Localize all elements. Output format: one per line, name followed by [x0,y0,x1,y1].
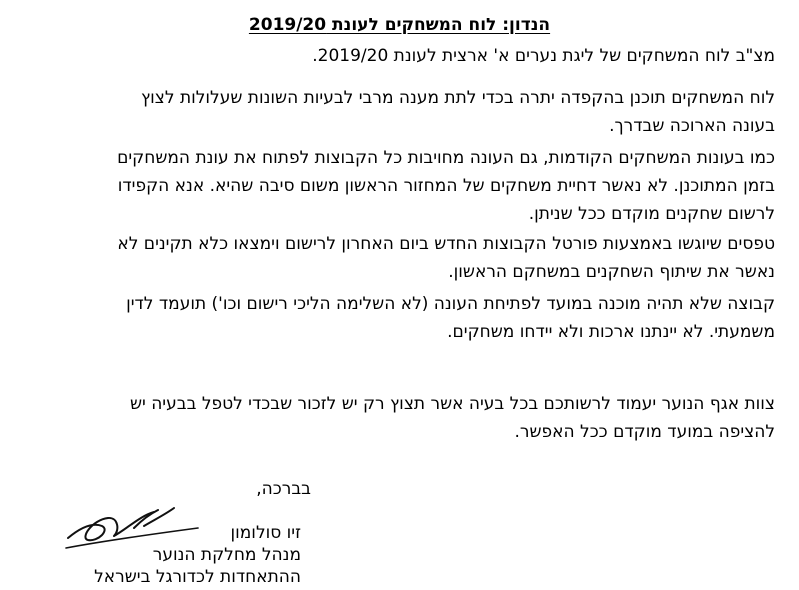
paragraph-line: משמעתי. לא יינתנו ארכות ולא יידחו משחקים. [447,322,775,342]
closing-greeting: בברכה, [256,479,311,499]
paragraph-line: להציפה במועד מוקדם ככל האפשר. [514,422,775,442]
signer-organization: ההתאחדות לכדורגל בישראל [94,567,301,587]
paragraph-discipline [35,290,775,346]
paragraph-line: צוות אגף הנוער יעמוד לרשותכם בכל בעיה אשר תצוץ רק יש לזכור שבכדי לטפל בבעיה יש [129,394,775,414]
signature-block [94,522,301,588]
signer-name: זיו סולומון [230,523,301,543]
paragraph-line: טפסים שיוגשו באמצעות פורטל הקבוצות החדש ביום האחרון לרישום וימצאו כלא תקינים לא [117,234,775,254]
paragraph-attachment [35,42,775,70]
paragraph-line: לרשום שחקנים מוקדם ככל שניתן. [528,204,775,224]
paragraph-support [35,390,775,446]
paragraph-line: קבוצה שלא תהיה מוכנה במועד לפתיחת העונה (לא השלימה הליכי רישום וכו') תועמד לדין [126,294,775,314]
paragraph-season-start [35,144,775,228]
paragraph-line: בעונה הארוכה שבדרך. [609,116,775,136]
paragraph-line: נאשר את שיתוף השחקנים במשחקם הראשון. [448,262,775,282]
paragraph-line: מצ"ב לוח המשחקים של ליגת נערים א' ארצית לעונת 2019/20. [312,46,775,66]
paragraph-planning [35,84,775,140]
signer-title: מנהל מחלקת הנוער [152,545,301,565]
paragraph-line: לוח המשחקים תוכנן בהקפדה יתרה בכדי לתת מענה מרבי לבעיות השונות שעלולות לצוץ [140,88,775,108]
paragraph-line: בזמן המתוכנן. לא נאשר דחיית משחקים של המחזור הראשון משום סיבה שהיא. אנא הקפידו [117,176,775,196]
paragraph-line: כמו בעונות המשחקים הקודמות, גם העונה מחויבות כל הקבוצות לפתוח את עונת המשחקים [117,148,775,168]
letter-subject: הנדון: לוח המשחקים לעונת 2019/20 [248,15,551,35]
paragraph-forms [35,230,775,286]
